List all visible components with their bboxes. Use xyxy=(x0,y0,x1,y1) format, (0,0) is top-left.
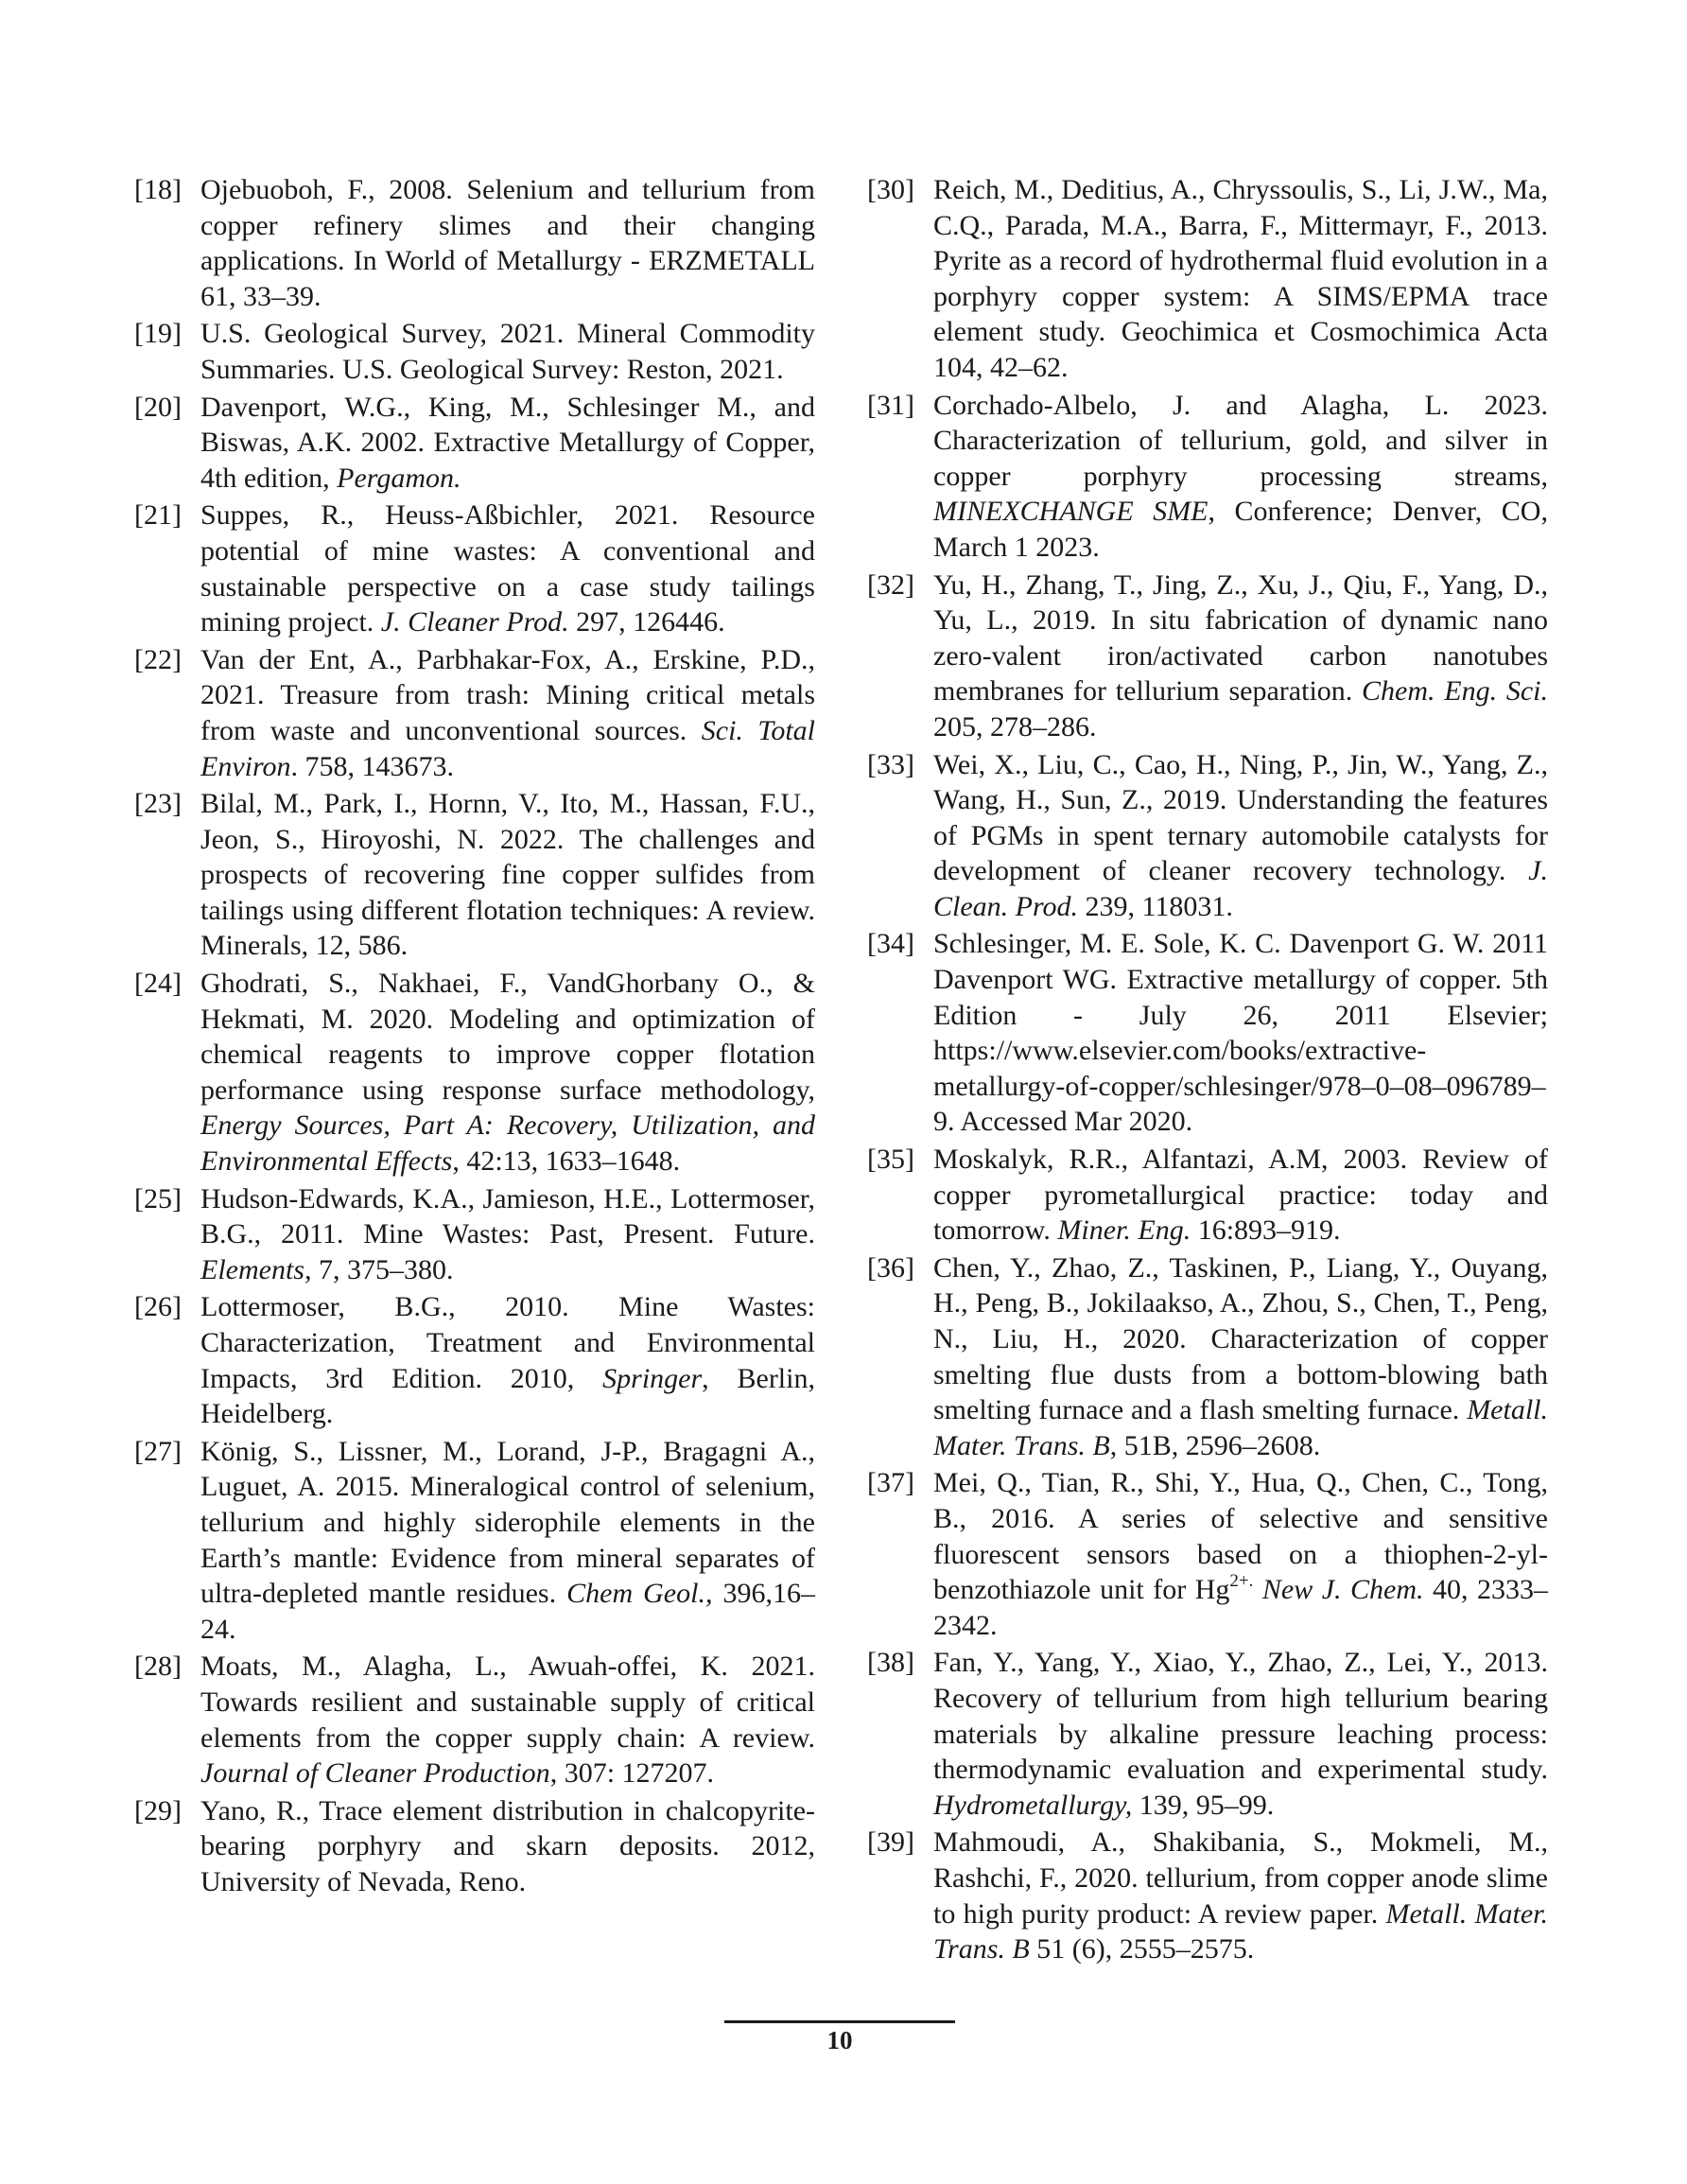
reference-text xyxy=(933,1142,1548,1249)
footer-rule xyxy=(724,2020,955,2023)
reference-segment: Reich, M., Deditius, A., Chryssoulis, S., Li, J.W., Ma, C.Q., Parada, M.A., Barra, F., Mittermayr, F., 2013. Pyrite as a record of hydrothermal fluid evolution in a porphyry copper system: A SIMS/EPMA trace element study. Geochimica et Cosmochimica Acta 104, 42–62. xyxy=(933,174,1548,383)
reference-italic-segment: Chem. Eng. Sci. xyxy=(1362,675,1548,708)
reference-italic-segment: J. Clean. Prod. xyxy=(933,855,1548,922)
reference-segment: , 307: 127207. xyxy=(549,1757,715,1790)
reference-number: [19] xyxy=(134,318,182,350)
reference-number: [20] xyxy=(134,391,182,423)
reference-italic-segment: Miner. Eng. xyxy=(1057,1214,1191,1247)
reference-italic-segment: J. Cleaner Prod. xyxy=(380,606,569,638)
reference-segment: 51 (6), 2555–2575. xyxy=(1029,1933,1255,1966)
reference-segment: 239, 118031. xyxy=(1078,890,1233,922)
reference-text xyxy=(200,1793,815,1900)
reference-text xyxy=(933,568,1548,745)
reference-italic-segment: Hydrometallurgy, xyxy=(933,1789,1133,1821)
reference-segment xyxy=(1253,1574,1262,1605)
reference-segment: König, S., Lissner, M., Lorand, J-P., Bragagni A., Luguet, A. 2015. Mineralogical control of selenium, tellurium and highly siderophile elements in the Earth’s mantle: Evidence from mineral separates of ultra-depleted mantle residues. xyxy=(200,1435,815,1610)
reference-column-right xyxy=(867,172,1548,1969)
reference-italic-segment: Journal of Cleaner Production xyxy=(200,1757,550,1790)
reference-entry xyxy=(867,172,1548,386)
reference-segment: , 51B, 2596–2608. xyxy=(1109,1429,1321,1461)
reference-entry xyxy=(867,388,1548,566)
reference-number: [34] xyxy=(867,928,914,960)
reference-italic-segment: Metall. Mater. Trans. B xyxy=(933,1394,1548,1461)
reference-number: [29] xyxy=(134,1794,182,1826)
reference-segment: Bilal, M., Park, I., Hornn, V., Ito, M., Hassan, F.U., Jeon, S., Hiroyoshi, N. 2022. The challenges and prospects of recovering fine copper sulfides from tailings using different flotation techniques: A review. Minerals, 12, 586. xyxy=(200,788,815,962)
reference-segment: Mei, Q., Tian, R., Shi, Y., Hua, Q., Chen, C., Tong, B., 2016. A series of selective and sensitive fluorescent sensors based on a thiophen-2-yl-benzothiazole unit for Hg xyxy=(933,1467,1548,1606)
reference-number: [33] xyxy=(867,748,914,780)
reference-text xyxy=(933,1825,1548,1966)
reference-superscript: 2+. xyxy=(1229,1571,1254,1592)
reference-entry xyxy=(134,786,815,964)
reference-number: [35] xyxy=(867,1144,914,1176)
reference-number: [32] xyxy=(867,568,914,601)
reference-number: [38] xyxy=(867,1647,914,1679)
reference-text xyxy=(200,316,815,387)
reference-segment: , Conference; Denver, CO, March 1 2023. xyxy=(933,496,1548,563)
reference-segment: 139, 95–99. xyxy=(1132,1789,1275,1821)
reference-segment: Fan, Y., Yang, Y., Xiao, Y., Zhao, Z., Lei, Y., 2013. Recovery of tellurium from high tellurium bearing materials by alkaline pressure leaching process: thermodynamic evaluation and experimental study. xyxy=(933,1647,1548,1786)
reference-segment: , Berlin, Heidelberg. xyxy=(200,1362,815,1430)
reference-segment: Corchado-Albelo, J. and Alagha, L. 2023. Characterization of tellurium, gold, and silver in copper porphyry processing streams, xyxy=(933,389,1548,492)
reference-text xyxy=(933,1250,1548,1464)
reference-segment: . 758, 143673. xyxy=(290,750,455,782)
reference-entry xyxy=(867,1465,1548,1643)
reference-number: [23] xyxy=(134,788,182,820)
reference-segment: 396,16–24. xyxy=(200,1578,815,1645)
reference-text xyxy=(200,1289,815,1431)
reference-number: [30] xyxy=(867,174,914,205)
reference-entry xyxy=(134,966,815,1179)
reference-segment: Ghodrati, S., Nakhaei, F., VandGhorbany O., & Hekmati, M. 2020. Modeling and optimization of chemical reagents to improve copper flotation performance using response surface methodology, xyxy=(200,968,815,1106)
reference-segment: Wei, X., Liu, C., Cao, H., Ning, P., Jin, W., Yang, Z., Wang, H., Sun, Z., 2019. Understanding the features of PGMs in spent ternary automobile catalysts for development of cleaner recovery technology. xyxy=(933,748,1548,887)
reference-italic-segment: Energy Sources, Part A: Recovery, Utilization, and Environmental Effects xyxy=(200,1109,815,1178)
reference-segment: Schlesinger, M. E. Sole, K. C. Davenport G. W. 2011 Davenport WG. Extractive metallurgy of copper. 5th Edition - July 26, 2011 Elsevier; https://www.elsevier.com/books/extractive-metallurgy-of-copper/schlesinger/978–0–08–096789–9. Accessed Mar 2020. xyxy=(933,928,1548,1138)
reference-segment: Suppes, R., Heuss-Aßbichler, 2021. Resource potential of mine wastes: A conventional and sustainable perspective on a case study tailings mining project. xyxy=(200,499,815,638)
reference-text xyxy=(933,747,1548,925)
reference-italic-segment: Sci. Total Environ xyxy=(200,714,815,782)
reference-number: [27] xyxy=(134,1435,182,1467)
reference-entry xyxy=(134,172,815,314)
reference-segment: 40, 2333–2342. xyxy=(933,1574,1549,1641)
reference-text xyxy=(200,1649,815,1791)
reference-text xyxy=(933,1645,1548,1823)
reference-segment: Davenport, W.G., King, M., Schlesinger M., and Biswas, A.K. 2002. Extractive Metallurgy of Copper, 4th edition, xyxy=(200,391,815,494)
reference-segment: 297, 126446. xyxy=(568,606,725,638)
reference-text xyxy=(200,498,815,639)
reference-text xyxy=(200,1434,815,1648)
reference-entry xyxy=(134,316,815,387)
reference-text xyxy=(200,786,815,964)
reference-segment: Van der Ent, A., Parbhakar-Fox, A., Erskine, P.D., 2021. Treasure from trash: Mining critical metals from waste and unconventional sources. xyxy=(200,643,815,746)
reference-italic-segment: Springer xyxy=(602,1362,703,1394)
reference-italic-segment: New J. Chem. xyxy=(1261,1574,1424,1606)
reference-number: [31] xyxy=(867,389,914,421)
reference-text xyxy=(933,172,1548,386)
reference-number: [26] xyxy=(134,1291,182,1323)
reference-segment: Ojebuoboh, F., 2008. Selenium and tellurium from copper refinery slimes and their changing applications. In World of Metallurgy - ERZMETALL 61, 33–39. xyxy=(200,174,815,312)
reference-entry xyxy=(134,1434,815,1648)
reference-text xyxy=(200,966,815,1179)
reference-italic-segment: Pergamon. xyxy=(337,462,461,494)
reference-entry xyxy=(134,390,815,497)
reference-entry xyxy=(867,1645,1548,1823)
reference-entry xyxy=(867,747,1548,925)
reference-entry xyxy=(867,568,1548,745)
reference-number: [18] xyxy=(134,174,182,205)
reference-italic-segment: Elements, xyxy=(200,1253,312,1285)
reference-number: [25] xyxy=(134,1182,182,1214)
reference-number: [21] xyxy=(134,499,182,532)
reference-segment: Yano, R., Trace element distribution in chalcopyrite-bearing porphyry and skarn deposits. 2012, University of Nevada, Reno. xyxy=(200,1794,815,1897)
reference-entry xyxy=(867,1142,1548,1249)
reference-segment: U.S. Geological Survey, 2021. Mineral Commodity Summaries. U.S. Geological Survey: Reston, 2021. xyxy=(200,318,815,385)
reference-entry xyxy=(134,1793,815,1900)
reference-segment: Chen, Y., Zhao, Z., Taskinen, P., Liang, Y., Ouyang, H., Peng, B., Jokilaakso, A., Zhou, S., Chen, T., Peng, N., Liu, H., 2020. Characterization of copper smelting flue dusts from a bottom-blowing bath smelting furnace and a flash smelting furnace. xyxy=(933,1251,1548,1426)
reference-segment: 16:893–919. xyxy=(1191,1214,1341,1247)
reference-text xyxy=(200,1181,815,1288)
reference-number: [37] xyxy=(867,1467,914,1499)
reference-entry xyxy=(134,1289,815,1431)
reference-number: [39] xyxy=(867,1826,914,1859)
reference-entry xyxy=(867,1825,1548,1966)
reference-italic-segment: MINEXCHANGE SME xyxy=(933,496,1209,528)
reference-segment: Lottermoser, B.G., 2010. Mine Wastes: Characterization, Treatment and Environmental Impacts, 3rd Edition. 2010, xyxy=(200,1291,815,1394)
reference-segment: Moskalyk, R.R., Alfantazi, A.M, 2003. Review of copper pyrometallurgical practice: today and tomorrow. xyxy=(933,1144,1548,1247)
reference-segment: Mahmoudi, A., Shakibania, S., Mokmeli, M., Rashchi, F., 2020. tellurium, from copper anode slime to high purity product: A review paper. xyxy=(933,1826,1548,1930)
reference-text xyxy=(200,172,815,314)
reference-number: [22] xyxy=(134,643,182,675)
reference-segment: Hudson-Edwards, K.A., Jamieson, H.E., Lottermoser, B.G., 2011. Mine Wastes: Past, Present. Future. xyxy=(200,1182,815,1250)
reference-text xyxy=(933,926,1548,1140)
reference-entry xyxy=(867,1250,1548,1464)
reference-text xyxy=(200,390,815,497)
reference-number: [36] xyxy=(867,1251,914,1284)
reference-segment: , 42:13, 1633–1648. xyxy=(452,1145,681,1178)
reference-text xyxy=(933,1465,1548,1643)
reference-entry xyxy=(134,1649,815,1791)
reference-segment: Yu, H., Zhang, T., Jing, Z., Xu, J., Qiu, F., Yang, D., Yu, L., 2019. In situ fabrication of dynamic nano zero-valent iron/activated carbon nanotubes membranes for tellurium separation. xyxy=(933,568,1548,708)
reference-column-left xyxy=(134,172,815,1902)
reference-entry xyxy=(134,498,815,639)
page-number: 10 xyxy=(826,2026,853,2054)
reference-segment: Moats, M., Alagha, L., Awuah-offei, K. 2021. Towards resilient and sustainable supply of critical elements from the copper supply chain: A review. xyxy=(200,1651,815,1754)
reference-number: [24] xyxy=(134,968,182,1000)
reference-segment: 205, 278–286. xyxy=(933,710,1097,743)
reference-italic-segment: Chem Geol., xyxy=(566,1578,713,1610)
reference-number: [28] xyxy=(134,1651,182,1683)
reference-segment: 7, 375–380. xyxy=(311,1253,454,1285)
reference-entry xyxy=(867,926,1548,1140)
reference-entry xyxy=(134,642,815,784)
reference-entry xyxy=(134,1181,815,1288)
reference-italic-segment: Metall. Mater. Trans. B xyxy=(933,1897,1548,1966)
reference-text xyxy=(933,388,1548,566)
reference-text xyxy=(200,642,815,784)
